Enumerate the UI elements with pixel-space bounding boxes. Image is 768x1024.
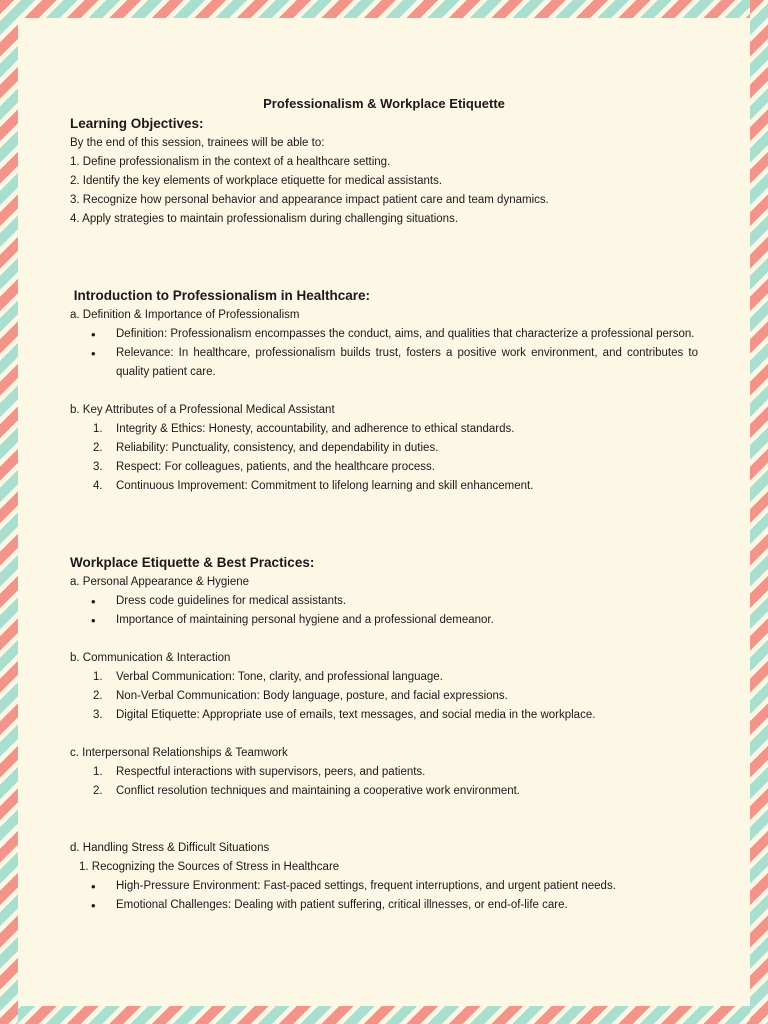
bullet-item: • High-Pressure Environment: Fast-paced settings, frequent interruptions, and urgent patient needs.: [70, 877, 698, 896]
objective-item: 3. Recognize how personal behavior and appearance impact patient care and team dynamics.: [70, 194, 549, 206]
numbered-item: 2. Conflict resolution techniques and maintaining a cooperative work environment.: [93, 785, 521, 797]
striped-border-top: [0, 0, 768, 18]
objectives-intro: By the end of this session, trainees will be able to:: [70, 137, 325, 149]
numbered-item: 2. Reliability: Punctuality, consistency, and dependability in duties.: [93, 442, 439, 454]
numbered-item: 3. Respect: For colleagues, patients, and the healthcare process.: [93, 461, 435, 473]
objective-item: 4. Apply strategies to maintain professionalism during challenging situations.: [70, 213, 459, 225]
etiquette-c-label: c. Interpersonal Relationships & Teamwork: [70, 747, 288, 759]
objective-item: 1. Define professionalism in the context of a healthcare setting.: [70, 156, 391, 168]
etiquette-d-sub: 1. Recognizing the Sources of Stress in Healthcare: [79, 861, 340, 873]
objective-item: 2. Identify the key elements of workplace etiquette for medical assistants.: [70, 175, 443, 187]
numbered-item: 1. Verbal Communication: Tone, clarity, and professional language.: [93, 671, 443, 683]
bullet-item: • Dress code guidelines for medical assistants.: [70, 592, 698, 611]
striped-border-bottom: [0, 1006, 768, 1024]
bullet-item: • Relevance: In healthcare, professionalism builds trust, fosters a positive work environment, and contributes to quality patient care.: [70, 344, 698, 382]
etiquette-b-list: [70, 668, 698, 725]
etiquette-d-bullets: [70, 877, 698, 915]
numbered-item: 2. Non-Verbal Communication: Body language, posture, and facial expressions.: [93, 690, 508, 702]
etiquette-c-list: [70, 763, 698, 801]
bullet-item: • Definition: Professionalism encompasses the conduct, aims, and qualities that characterize a professional person.: [70, 325, 698, 344]
etiquette-heading: Workplace Etiquette & Best Practices:: [70, 555, 315, 570]
intro-b-list: [70, 420, 698, 496]
numbered-item: 1. Respectful interactions with supervisors, peers, and patients.: [93, 766, 426, 778]
intro-a-bullets: [70, 325, 698, 382]
etiquette-a-bullets: [70, 592, 698, 630]
etiquette-a-label: a. Personal Appearance & Hygiene: [70, 576, 250, 588]
numbered-item: 1. Integrity & Ethics: Honesty, accountability, and adherence to ethical standards.: [93, 423, 515, 435]
striped-border-left: [0, 0, 18, 1024]
document-page: [70, 94, 698, 915]
intro-b-label: b. Key Attributes of a Professional Medical Assistant: [70, 404, 335, 416]
bullet-item: • Emotional Challenges: Dealing with patient suffering, critical illnesses, or end-of-life care.: [70, 896, 698, 915]
bullet-item: • Importance of maintaining personal hygiene and a professional demeanor.: [70, 611, 698, 630]
numbered-item: 3. Digital Etiquette: Appropriate use of emails, text messages, and social media in the workplace.: [93, 709, 596, 721]
intro-heading: Introduction to Professionalism in Healthcare:: [70, 288, 371, 303]
striped-border-right: [750, 0, 768, 1024]
etiquette-d-label: d. Handling Stress & Difficult Situations: [70, 842, 270, 854]
numbered-item: 4. Continuous Improvement: Commitment to lifelong learning and skill enhancement.: [93, 480, 534, 492]
intro-a-label: a. Definition & Importance of Professionalism: [70, 309, 300, 321]
etiquette-b-label: b. Communication & Interaction: [70, 652, 231, 664]
document-title: Professionalism & Workplace Etiquette: [263, 96, 505, 111]
objectives-heading: Learning Objectives:: [70, 116, 204, 131]
